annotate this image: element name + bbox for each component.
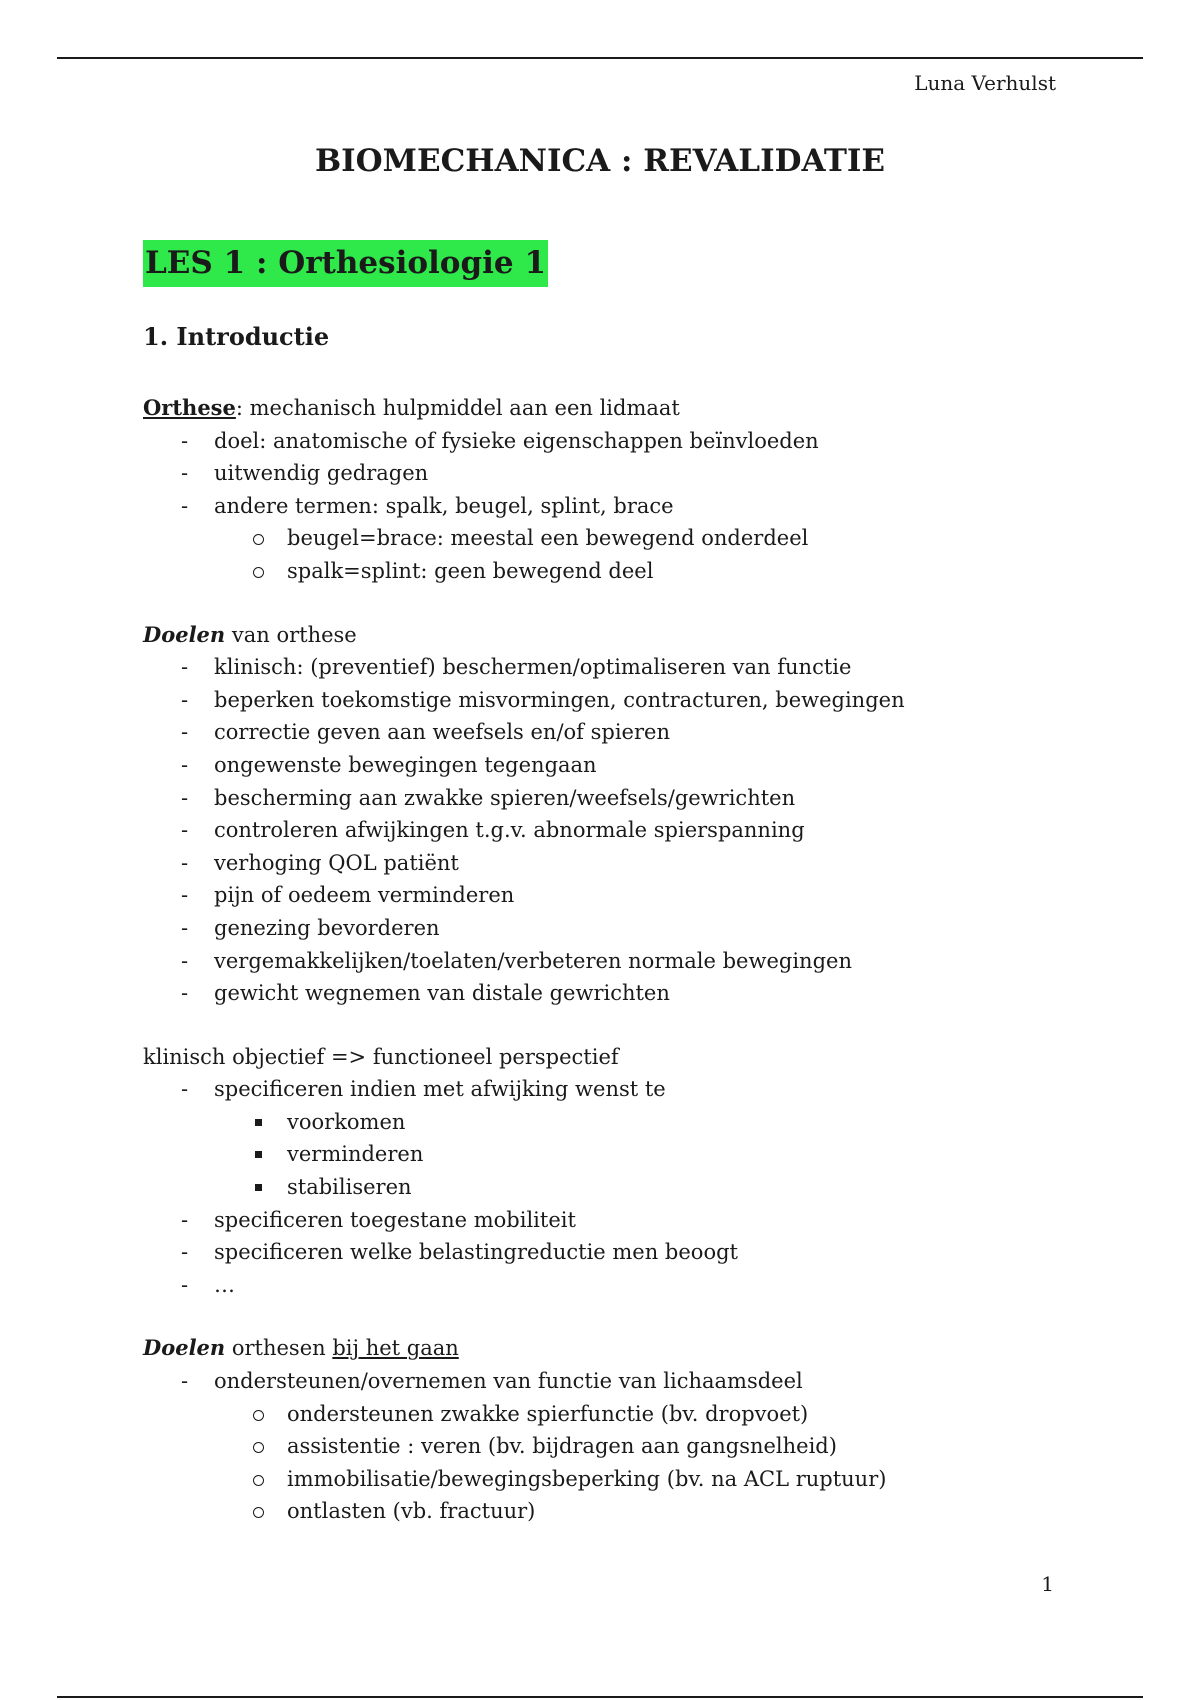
dash-bullet: - <box>181 720 189 745</box>
dash-bullet: - <box>181 785 189 810</box>
square-bullet-icon <box>255 1184 262 1191</box>
list-item: - doel: anatomische of fysieke eigenschappen beïnvloeden <box>143 425 1143 458</box>
doelen-heading: Doelen van orthese <box>143 621 357 647</box>
dash-bullet: - <box>181 883 189 908</box>
dash-bullet: - <box>181 752 189 777</box>
list-item: - beperken toekomstige misvormingen, contracturen, bewegingen <box>143 684 1143 717</box>
list-item: - … <box>143 1269 1143 1302</box>
circle-bullet-icon <box>253 1410 264 1421</box>
list-item: - specificeren indien met afwijking wenst te <box>143 1073 1143 1106</box>
dash-bullet: - <box>181 461 189 486</box>
circle-bullet-icon <box>253 1475 264 1486</box>
dash-bullet: - <box>181 981 189 1006</box>
bottom-rule <box>57 1696 1143 1698</box>
circle-bullet-icon <box>253 1507 264 1518</box>
document-title: BIOMECHANICA : REVALIDATIE <box>314 143 886 179</box>
sub-list-item: voorkomen <box>143 1106 1143 1139</box>
dash-bullet: - <box>181 818 189 843</box>
list-item: - correctie geven aan weefsels en/of spieren <box>143 716 1143 749</box>
circle-bullet-icon <box>253 567 264 578</box>
sub-list-item: stabiliseren <box>143 1171 1143 1204</box>
dash-bullet: - <box>181 850 189 875</box>
document-body <box>143 392 1143 1528</box>
dash-bullet: - <box>181 948 189 973</box>
dash-bullet: - <box>181 1077 189 1102</box>
square-bullet-icon <box>255 1119 262 1126</box>
list-item: - andere termen: spalk, beugel, splint, brace <box>143 490 1143 523</box>
orthese-term: Orthese <box>143 395 236 420</box>
dash-bullet: - <box>181 655 189 680</box>
list-item: - uitwendig gedragen <box>143 457 1143 490</box>
sub-list-item: assistentie : veren (bv. bijdragen aan gangsnelheid) <box>143 1430 1143 1463</box>
section-heading: 1. Introductie <box>143 322 330 351</box>
dash-bullet: - <box>181 428 189 453</box>
list-item: - pijn of oedeem verminderen <box>143 879 1143 912</box>
dash-bullet: - <box>181 1369 189 1394</box>
list-item: - ondersteunen/overnemen van functie van lichaamsdeel <box>143 1365 1143 1398</box>
sub-list-item: beugel=brace: meestal een bewegend onderdeel <box>143 522 1143 555</box>
dash-bullet: - <box>181 915 189 940</box>
dash-bullet: - <box>181 1207 189 1232</box>
dash-bullet: - <box>181 493 189 518</box>
gaan-heading: Doelen orthesen bij het gaan <box>143 1335 459 1361</box>
author-name: Luna Verhulst <box>914 71 1056 95</box>
dash-bullet: - <box>181 1240 189 1265</box>
orthese-definition-text: : mechanisch hulpmiddel aan een lidmaat <box>235 396 680 420</box>
list-item: - controleren afwijkingen t.g.v. abnormale spierspanning <box>143 814 1143 847</box>
sub-list-item: immobilisatie/bewegingsbeperking (bv. na ACL ruptuur) <box>143 1463 1143 1496</box>
list-item: - verhoging QOL patiënt <box>143 847 1143 880</box>
list-item: - gewicht wegnemen van distale gewrichten <box>143 977 1143 1010</box>
list-item: - genezing bevorderen <box>143 912 1143 945</box>
list-item: - klinisch: (preventief) beschermen/optimaliseren van functie <box>143 651 1143 684</box>
list-item: - specificeren welke belastingreductie men beoogt <box>143 1236 1143 1269</box>
objectief-heading: klinisch objectief => functioneel perspectief <box>143 1044 619 1069</box>
square-bullet-icon <box>255 1151 262 1158</box>
sub-list-item: ontlasten (vb. fractuur) <box>143 1495 1143 1528</box>
list-item: - ongewenste bewegingen tegengaan <box>143 749 1143 782</box>
top-rule <box>57 57 1143 59</box>
list-item: - bescherming aan zwakke spieren/weefsels/gewrichten <box>143 782 1143 815</box>
dash-bullet: - <box>181 687 189 712</box>
dash-bullet: - <box>181 1272 189 1297</box>
orthese-definition <box>143 392 1143 425</box>
page-number: 1 <box>1041 1572 1054 1596</box>
sub-list-item: verminderen <box>143 1138 1143 1171</box>
circle-bullet-icon <box>253 1442 264 1453</box>
circle-bullet-icon <box>253 534 264 545</box>
sub-list-item: spalk=splint: geen bewegend deel <box>143 555 1143 588</box>
lesson-heading: LES 1 : Orthesiologie 1 <box>143 240 548 287</box>
list-item: - vergemakkelijken/toelaten/verbeteren normale bewegingen <box>143 945 1143 978</box>
list-item: - specificeren toegestane mobiliteit <box>143 1204 1143 1237</box>
sub-list-item: ondersteunen zwakke spierfunctie (bv. dropvoet) <box>143 1398 1143 1431</box>
